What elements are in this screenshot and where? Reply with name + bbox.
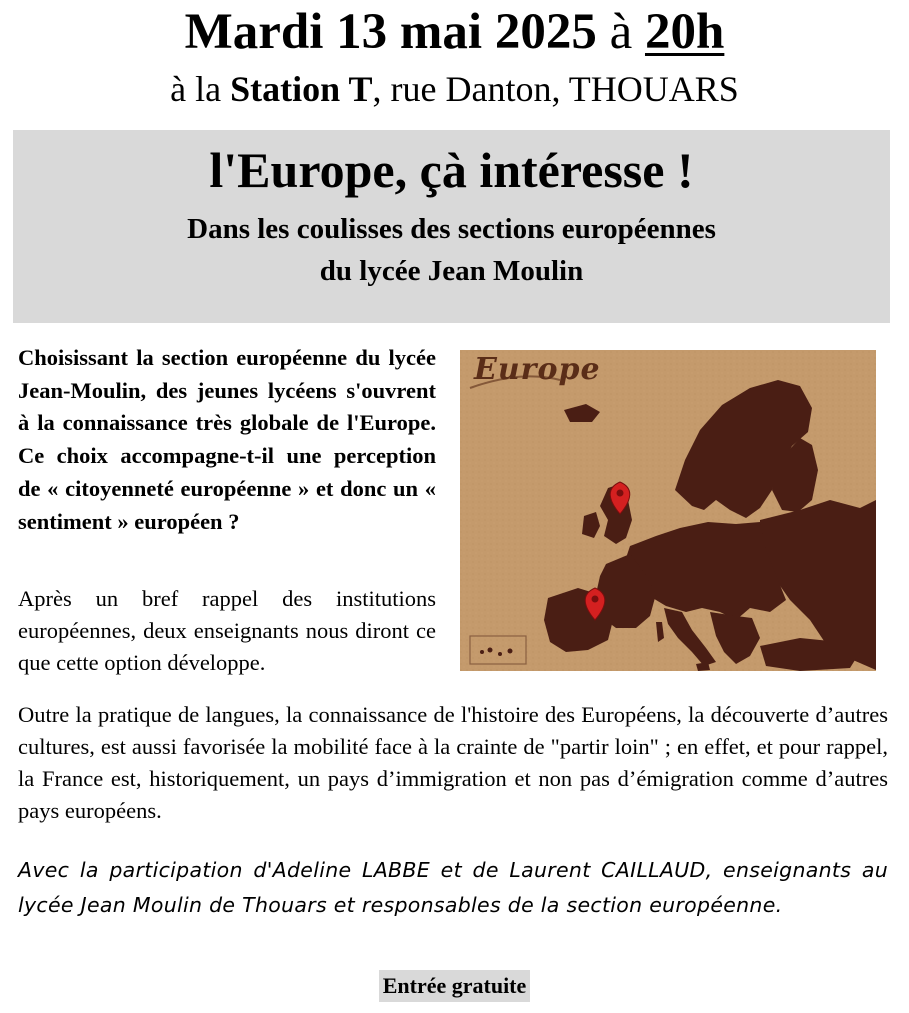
title-banner bbox=[13, 130, 890, 323]
event-at-word: à bbox=[609, 4, 633, 60]
europe-map-image bbox=[460, 350, 876, 671]
participation-text-1: Avec la participation d'Adeline bbox=[18, 858, 363, 882]
intro-bold-paragraph: Choisissant la section européenne du lycée Jean-Moulin, des jeunes lycéens s'ouvrent à la connaissance très globale de l'Europe. Ce choix accompagne-t-il une perception de « citoyenneté européenne » et donc un « sentiment » européen ? bbox=[18, 345, 436, 534]
subtitle-line-2: du lycée Jean Moulin bbox=[319, 255, 584, 287]
europe-map-svg bbox=[460, 350, 876, 671]
page-title: l'Europe, çà intéresse ! bbox=[209, 142, 694, 198]
speaker-name-2: CAILLAUD bbox=[601, 858, 706, 882]
entry-footer bbox=[0, 970, 909, 1002]
page-subtitle bbox=[13, 208, 890, 292]
intro-plain-paragraph: Après un bref rappel des institutions européennes, deux enseignants nous diront ce que cette option développe. bbox=[18, 586, 436, 675]
subtitle-line-1: Dans les coulisses des sections européennes bbox=[187, 213, 716, 245]
venue-name: Station T bbox=[230, 69, 373, 109]
participation-paragraph bbox=[18, 853, 888, 923]
venue-prefix: à la bbox=[170, 69, 222, 109]
free-entry-badge: Entrée gratuite bbox=[379, 970, 531, 1002]
speaker-name-1: LABBE bbox=[362, 858, 431, 882]
event-venue bbox=[0, 66, 909, 112]
event-date: Mardi 13 mai 2025 bbox=[184, 4, 597, 60]
map-title: Europe bbox=[474, 352, 601, 387]
body-paragraph: Outre la pratique de langues, la connaissance de l'histoire des Européens, la découverte d’autres cultures, est aussi favorisée la mobilité face à la crainte de "partir loin" ; en effet, et pour rappel, la France est, historiquement, un pays d’immigration et non pas d’émigration comme d’autres pays européens. bbox=[18, 702, 888, 823]
event-time: 20h bbox=[644, 4, 725, 60]
participation-text-3: , enseignants au lycée Jean Moulin de Thouars et responsables de la section européenne. bbox=[18, 858, 888, 917]
event-date-heading bbox=[0, 2, 909, 62]
participation-text-2: et de Laurent bbox=[430, 858, 602, 882]
venue-address: , rue Danton, THOUARS bbox=[372, 69, 739, 109]
